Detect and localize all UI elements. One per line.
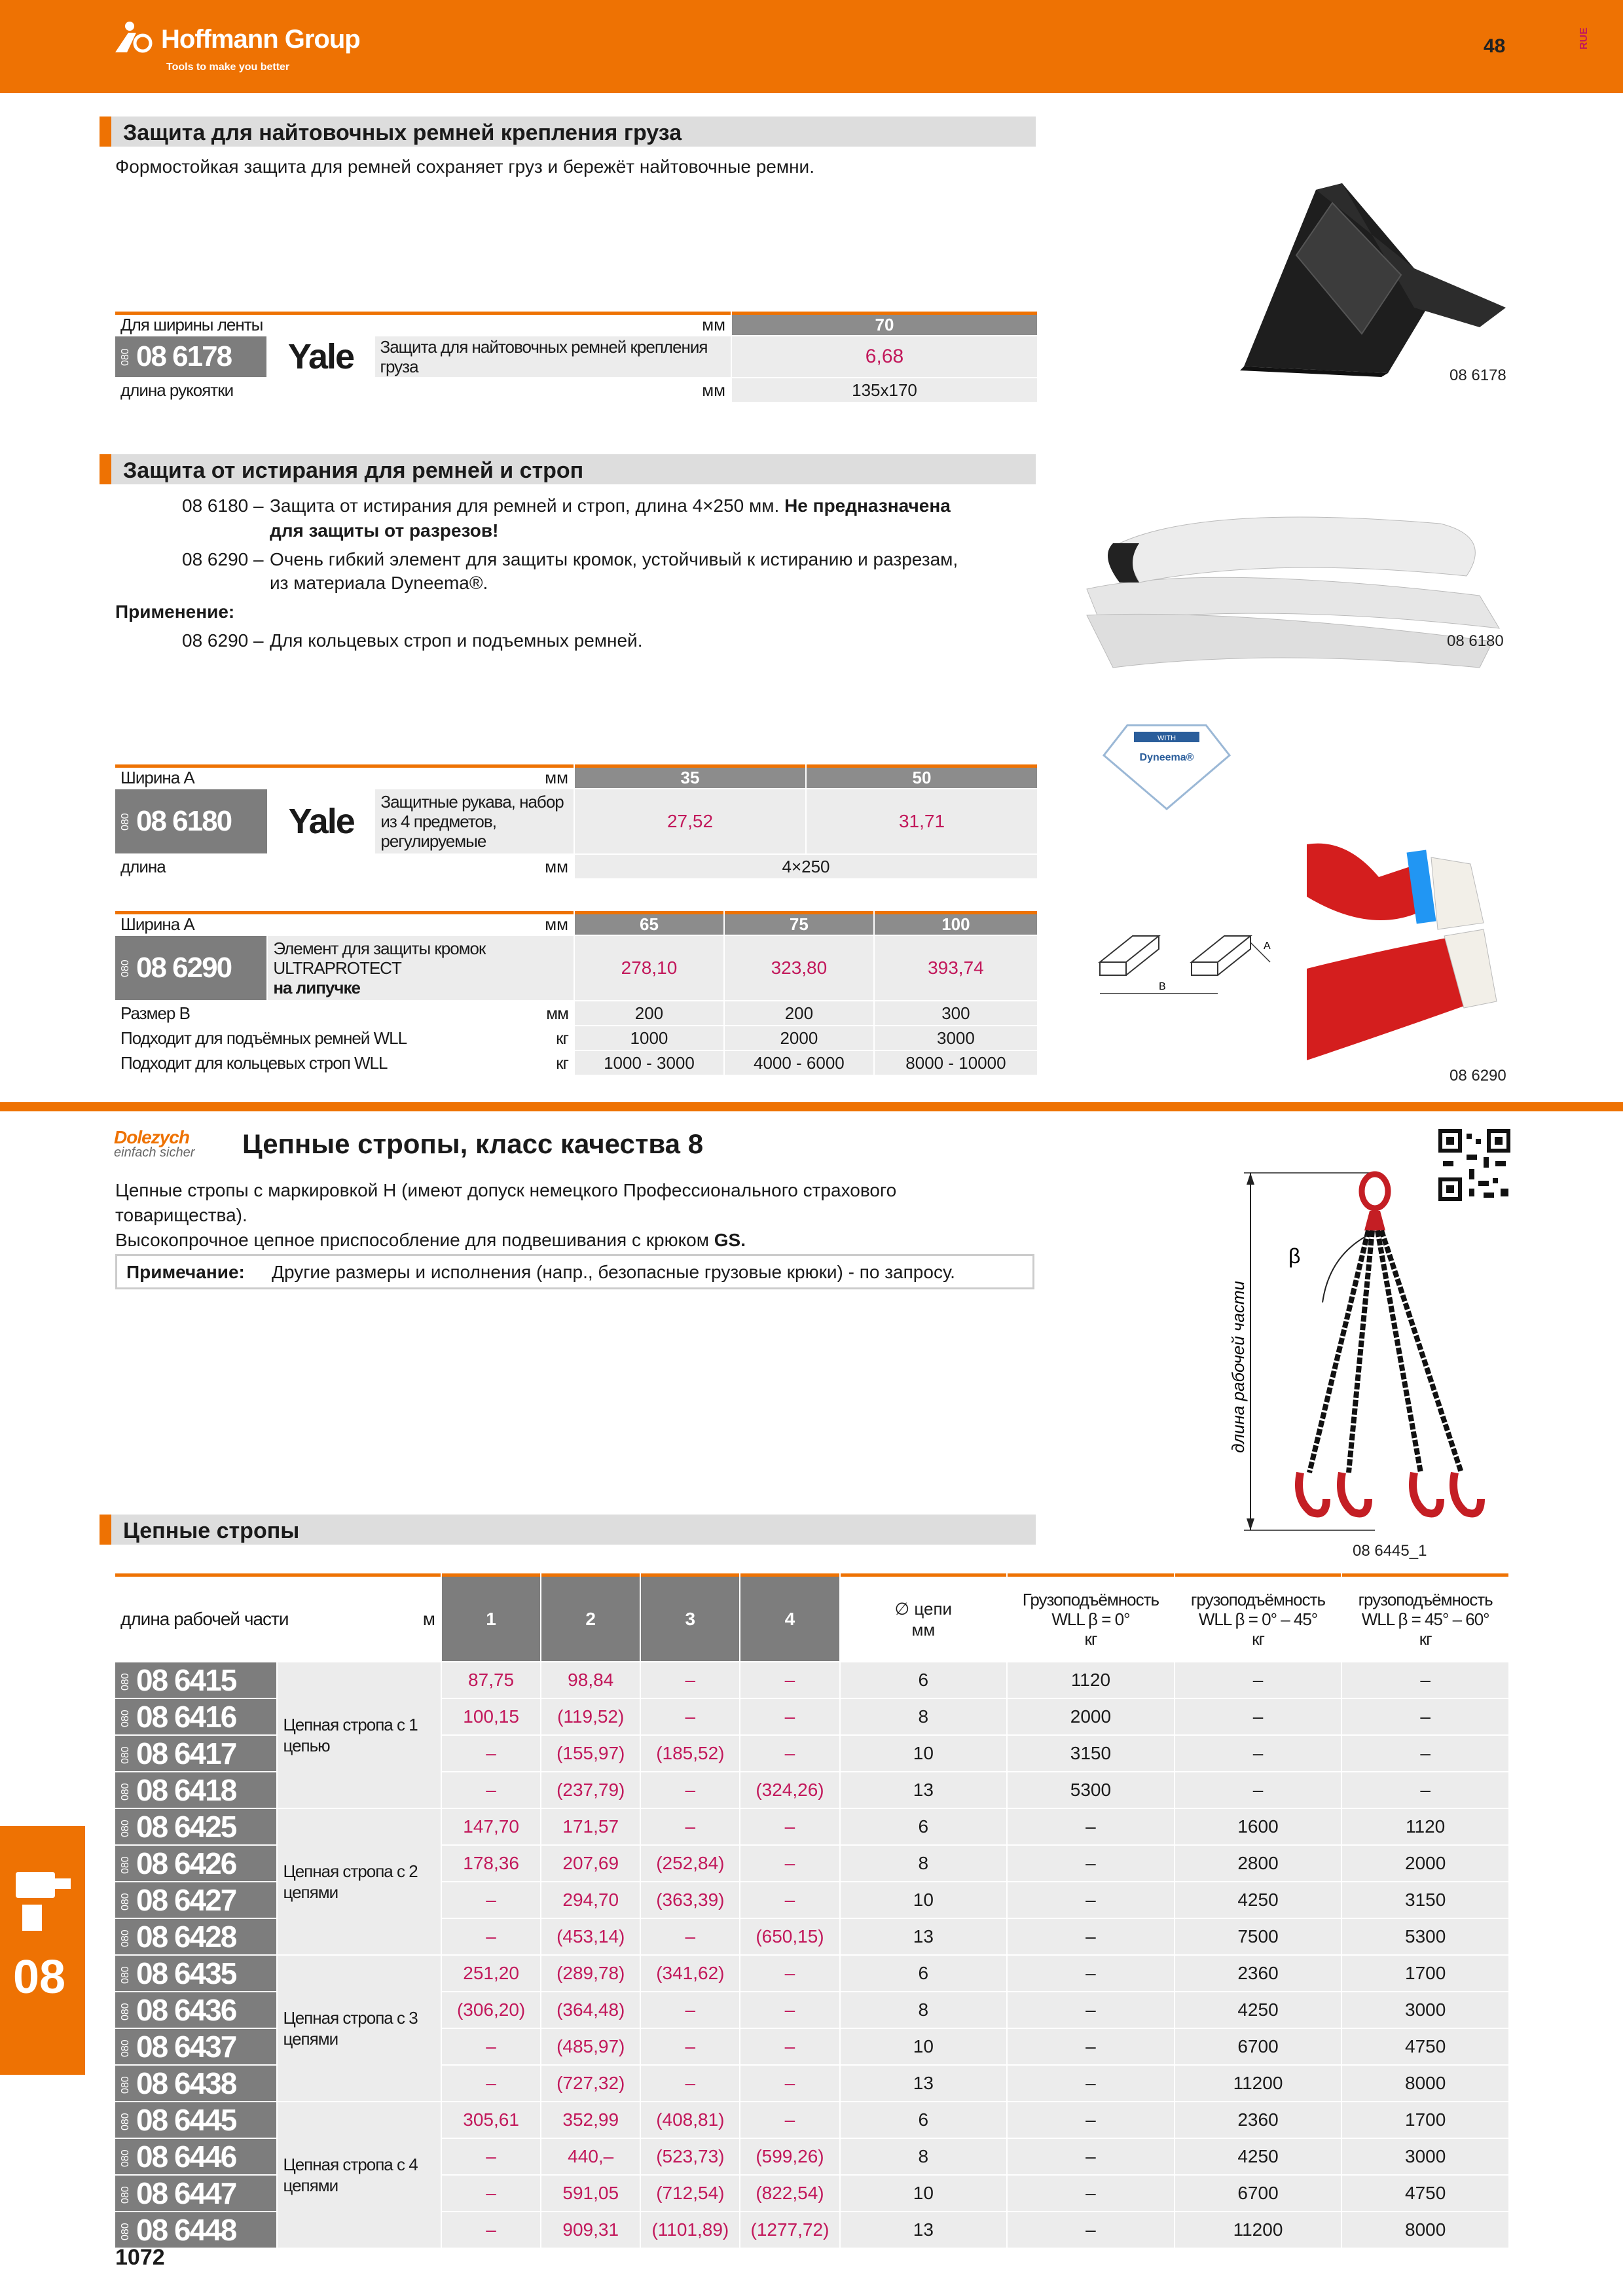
description-line: Цепные стропы с маркировкой H (имеют допуск немецкого Профессионального страхового — [115, 1180, 897, 1200]
spec-value: – — [1008, 1992, 1174, 2028]
spec-value: – — [1342, 1772, 1508, 1808]
spec-value: 13 — [841, 2066, 1007, 2101]
spec-value: 50 — [807, 764, 1037, 788]
price: – — [740, 2066, 839, 2101]
badge-with: WITH — [1157, 734, 1176, 742]
table-row — [115, 1662, 1508, 1698]
section-description: Формостойкая защита для ремней сохраняет груз и бережёт найтовочные ремни. — [115, 156, 814, 177]
chapter-number: 08 — [13, 1951, 66, 2003]
dolezych-brand: Dolezych — [114, 1127, 189, 1147]
price: – — [442, 2066, 540, 2101]
price: (237,79) — [541, 1772, 640, 1808]
description-line: Высокопрочное цепное приспособление для подвешивания с крюком GS. — [115, 1230, 746, 1250]
price: – — [740, 1882, 839, 1918]
brand-yale: Yale — [268, 336, 373, 377]
price: 294,70 — [541, 1882, 640, 1918]
description-line: товарищества). — [115, 1205, 247, 1225]
article-number[interactable]: 080 08 6417 — [115, 1736, 276, 1771]
price: – — [641, 2066, 739, 2101]
section-title: Защита от истирания для ремней и строп — [123, 458, 584, 483]
price: – — [740, 1809, 839, 1844]
price: (822,54) — [740, 2176, 839, 2211]
spec-label: Для ширины ленты мм — [115, 312, 731, 335]
price: – — [641, 1809, 739, 1844]
article-number[interactable]: 080 08 6448 — [115, 2212, 276, 2248]
spec-value: – — [1008, 2139, 1174, 2174]
spec-value: 1000 - 3000 — [575, 1051, 723, 1075]
column-header-wll-0-45: грузоподъёмность WLL β = 0° – 45° кг — [1175, 1573, 1341, 1661]
note-text: Другие размеры и исполнения (напр., безопасные грузовые крюки) - по запросу. — [272, 1262, 955, 1282]
price: (324,26) — [740, 1772, 839, 1808]
section-title: Защита для найтовочных ремней крепления груза — [123, 120, 682, 145]
footer-page-number: 1072 — [115, 2245, 165, 2270]
spec-value: 8 — [841, 1992, 1007, 2028]
spec-value: 3150 — [1008, 1736, 1174, 1771]
spec-value: 8 — [841, 1846, 1007, 1881]
dimension-a: A — [1264, 941, 1271, 952]
product-name: Защита для найтовочных ремней крепления груза — [375, 336, 731, 377]
spec-value: 2000 — [1342, 1846, 1508, 1881]
application-label: Применение: — [115, 601, 235, 622]
line-text-bold: для защиты от разрезов! — [270, 520, 499, 541]
spec-value: 1700 — [1342, 2102, 1508, 2138]
spec-value: 8 — [841, 2139, 1007, 2174]
price: (727,32) — [541, 2066, 640, 2101]
price: – — [641, 1662, 739, 1698]
spec-value: – — [1175, 1736, 1341, 1771]
spec-value: 1700 — [1342, 1956, 1508, 1991]
price: (363,39) — [641, 1882, 739, 1918]
price: – — [740, 1992, 839, 2028]
price: (712,54) — [641, 2176, 739, 2211]
spec-value: 7500 — [1175, 1919, 1341, 1954]
section-title-bar — [100, 1515, 1036, 1545]
image-caption: 08 6290 — [1450, 1067, 1506, 1085]
spec-value: 70 — [732, 312, 1037, 335]
group-label: Цепная стропа с 1 цепью — [278, 1662, 441, 1808]
price: 98,84 — [541, 1662, 640, 1698]
price: (485,97) — [541, 2029, 640, 2064]
spec-value: 3150 — [1342, 1882, 1508, 1918]
spec-value: 75 — [725, 911, 873, 935]
line-text: Защита от истирания для ремней и строп, длина 4×250 мм. Не предназначена — [270, 495, 951, 516]
price: 278,10 — [575, 936, 723, 1000]
article-number[interactable]: 080 08 6425 — [115, 1809, 276, 1844]
price: (252,84) — [641, 1846, 739, 1881]
spec-value: – — [1008, 1846, 1174, 1881]
spec-value: – — [1008, 2066, 1174, 2101]
spec-value: 6 — [841, 1809, 1007, 1844]
price: 147,70 — [442, 1809, 540, 1844]
strap-protector-image — [1218, 177, 1519, 380]
spec-value: 4000 - 6000 — [725, 1051, 873, 1075]
price: – — [442, 2139, 540, 2174]
price: (1101,89) — [641, 2212, 739, 2248]
price: 305,61 — [442, 2102, 540, 2138]
price: – — [740, 1662, 839, 1698]
spec-value: 4750 — [1342, 2176, 1508, 2211]
spec-label: Подходит для подъёмных ремней WLL кг — [115, 1026, 574, 1050]
spec-value: 8 — [841, 1699, 1007, 1734]
price: – — [641, 1992, 739, 2028]
spec-value: 3000 — [1342, 2139, 1508, 2174]
price: 100,15 — [442, 1699, 540, 1734]
price: 591,05 — [541, 2176, 640, 2211]
price: – — [641, 1772, 739, 1808]
dimension-sketch — [1074, 916, 1296, 1014]
spec-value: 4250 — [1175, 1882, 1341, 1918]
product-name: Защитные рукава, набор из 4 предметов, регулируемые — [375, 789, 574, 853]
price: (306,20) — [442, 1992, 540, 2028]
column-header-length-1: 1 — [442, 1573, 540, 1661]
article-number[interactable]: 080 08 6435 — [115, 1956, 276, 1991]
catalog-page-number: 48 — [1484, 35, 1506, 57]
spec-value: – — [1175, 1772, 1341, 1808]
price: – — [442, 2029, 540, 2064]
spec-value: 11200 — [1175, 2066, 1341, 2101]
spec-value: 65 — [575, 911, 723, 935]
spec-value: 8000 - 10000 — [875, 1051, 1037, 1075]
spec-value: – — [1008, 2212, 1174, 2248]
price: (599,26) — [740, 2139, 839, 2174]
spec-value: 10 — [841, 1736, 1007, 1771]
price: 251,20 — [442, 1956, 540, 1991]
spec-value: – — [1008, 1809, 1174, 1844]
price: – — [740, 2102, 839, 2138]
spec-value: 10 — [841, 2176, 1007, 2211]
spec-value: 35 — [575, 764, 805, 788]
section-title-bar — [100, 117, 1036, 147]
price: (1277,72) — [740, 2212, 839, 2248]
spec-value: 6700 — [1175, 2029, 1341, 2064]
article-number[interactable]: 080 08 6436 — [115, 1992, 276, 2028]
spec-value: 13 — [841, 1919, 1007, 1954]
spec-label: длина рукоятки мм — [115, 378, 731, 402]
spec-value: 1000 — [575, 1026, 723, 1050]
column-header-length-2: 2 — [541, 1573, 640, 1661]
price: – — [641, 2029, 739, 2064]
spec-value: 200 — [575, 1001, 723, 1025]
price: – — [641, 1699, 739, 1734]
working-length-label: длина рабочей части — [1228, 1281, 1248, 1453]
price: (289,78) — [541, 1956, 640, 1991]
spec-value: 4250 — [1175, 1992, 1341, 2028]
line-code: 08 6180 – — [182, 495, 264, 516]
price: – — [442, 1772, 540, 1808]
product-table-086290 — [114, 910, 1038, 1076]
price: (155,97) — [541, 1736, 640, 1771]
price: (650,15) — [740, 1919, 839, 1954]
spec-value: 6 — [841, 2102, 1007, 2138]
price: 909,31 — [541, 2212, 640, 2248]
section-separator — [0, 1102, 1623, 1111]
dyneema-badge-icon — [1101, 723, 1232, 812]
spec-value: – — [1342, 1699, 1508, 1734]
image-caption: 08 6445_1 — [1353, 1542, 1427, 1560]
price: (408,81) — [641, 2102, 739, 2138]
spec-value: 10 — [841, 1882, 1007, 1918]
article-number[interactable]: 080 08 6416 — [115, 1699, 276, 1734]
spec-value: 2000 — [1008, 1699, 1174, 1734]
spec-value: 2360 — [1175, 2102, 1341, 2138]
article-number[interactable]: 080 08 6447 — [115, 2176, 276, 2211]
line-code: 08 6290 – — [182, 549, 264, 569]
article-number[interactable]: 080 08 6426 — [115, 1846, 276, 1881]
spec-value: 2360 — [1175, 1956, 1341, 1991]
price: – — [442, 1736, 540, 1771]
price: 440,– — [541, 2139, 640, 2174]
price: 6,68 — [732, 336, 1037, 377]
price: 352,99 — [541, 2102, 640, 2138]
price: – — [442, 1919, 540, 1954]
lifting-tools-icon — [9, 1859, 75, 1937]
dimension-b: B — [1159, 981, 1166, 992]
chapter-tab[interactable] — [0, 1826, 85, 2075]
spec-value: 8000 — [1342, 2066, 1508, 2101]
spec-value: 8000 — [1342, 2212, 1508, 2248]
spec-value: 100 — [875, 911, 1037, 935]
spec-value: 4250 — [1175, 2139, 1341, 2174]
column-header-length: длина рабочей части м — [115, 1573, 441, 1661]
column-header-length-3: 3 — [641, 1573, 739, 1661]
price: 323,80 — [725, 936, 873, 1000]
article-number[interactable]: 080 08 6438 — [115, 2066, 276, 2101]
line-text: Для кольцевых строп и подъемных ремней. — [270, 630, 643, 651]
article-number[interactable]: 080 08 6180 — [115, 789, 267, 853]
spec-value: 2000 — [725, 1026, 873, 1050]
product-name: Элемент для защиты кромок ULTRAPROTECT на липучке — [268, 936, 574, 1000]
spec-value: 11200 — [1175, 2212, 1341, 2248]
badge-dyneema: Dyneema® — [1139, 752, 1194, 763]
article-number[interactable]: 080 08 6178 — [115, 336, 266, 377]
chain-sling-table — [114, 1572, 1510, 2249]
dolezych-logo[interactable] — [114, 1127, 194, 1160]
article-number[interactable]: 080 08 6290 — [115, 936, 266, 1000]
spec-value: – — [1008, 1882, 1174, 1918]
spec-value: 1120 — [1008, 1662, 1174, 1698]
spec-value: 4750 — [1342, 2029, 1508, 2064]
spec-value: 5300 — [1008, 1772, 1174, 1808]
spec-value: – — [1175, 1662, 1341, 1698]
price: 178,36 — [442, 1846, 540, 1881]
section-title: Цепные стропы — [123, 1518, 300, 1543]
column-header-diameter: ∅ цепи мм — [841, 1573, 1007, 1661]
spec-value: – — [1008, 1919, 1174, 1954]
spec-value: – — [1008, 1956, 1174, 1991]
line-text: из материала Dyneema®. — [270, 573, 488, 593]
price: 393,74 — [875, 936, 1037, 1000]
spec-value: 6 — [841, 1956, 1007, 1991]
spec-label: Ширина A мм — [115, 764, 574, 788]
group-label: Цепная стропа с 4 цепями — [278, 2102, 441, 2248]
price: – — [740, 1956, 839, 1991]
price: – — [740, 1846, 839, 1881]
price: 207,69 — [541, 1846, 640, 1881]
page-header — [0, 0, 1623, 93]
column-header-wll-0: Грузоподъёмность WLL β = 0° кг — [1008, 1573, 1174, 1661]
article-number[interactable]: 080 08 6415 — [115, 1662, 276, 1698]
spec-value: 6 — [841, 1662, 1007, 1698]
spec-value: 10 — [841, 2029, 1007, 2064]
edge-protector-sling-image — [1307, 838, 1503, 1067]
column-header-wll-45-60: грузоподъёмность WLL β = 45° – 60° кг — [1342, 1573, 1508, 1661]
spec-value: 4×250 — [575, 855, 1037, 878]
hoffmann-logo-icon — [114, 21, 155, 54]
spec-value: – — [1342, 1662, 1508, 1698]
spec-value: 13 — [841, 1772, 1007, 1808]
spec-value: – — [1008, 2102, 1174, 2138]
product-table-086178 — [114, 310, 1038, 403]
price: – — [740, 1736, 839, 1771]
spec-label: Подходит для кольцевых строп WLL кг — [115, 1051, 574, 1075]
dolezych-slogan: einfach sicher — [114, 1145, 195, 1160]
price: 171,57 — [541, 1809, 640, 1844]
spec-label: длина мм — [115, 855, 574, 878]
spec-value: – — [1008, 2029, 1174, 2064]
price: (453,14) — [541, 1919, 640, 1954]
price: 87,75 — [442, 1662, 540, 1698]
price: – — [740, 1699, 839, 1734]
price: (119,52) — [541, 1699, 640, 1734]
price: – — [641, 1919, 739, 1954]
article-number[interactable]: 080 08 6446 — [115, 2139, 276, 2174]
spec-value: – — [1342, 1736, 1508, 1771]
table-row — [115, 1956, 1508, 1991]
brand-name: Hoffmann Group — [161, 25, 360, 54]
product-table-086180 — [114, 763, 1038, 880]
table-row — [115, 2102, 1508, 2138]
spec-value: 3000 — [1342, 1992, 1508, 2028]
spec-value: 200 — [725, 1001, 873, 1025]
spec-value: – — [1175, 1699, 1341, 1734]
product-title: Цепные стропы, класс качества 8 — [242, 1128, 704, 1159]
chain-sling-diagram — [1218, 1165, 1512, 1545]
price: (341,62) — [641, 1956, 739, 1991]
spec-label: Размер B мм — [115, 1001, 574, 1025]
price: 31,71 — [807, 789, 1037, 853]
spec-value: 1120 — [1342, 1809, 1508, 1844]
table-row — [115, 1809, 1508, 1844]
image-caption: 08 6178 — [1450, 367, 1506, 384]
line-code: 08 6290 – — [182, 630, 264, 651]
spec-value: 2800 — [1175, 1846, 1341, 1881]
spec-value: 13 — [841, 2212, 1007, 2248]
language-code: RUE — [1578, 27, 1590, 50]
group-label: Цепная стропа с 2 цепями — [278, 1809, 441, 1954]
spec-value: 6700 — [1175, 2176, 1341, 2211]
spec-value: 5300 — [1342, 1919, 1508, 1954]
line-text: Очень гибкий элемент для защиты кромок, устойчивый к истиранию и разрезам, — [270, 549, 958, 569]
article-number[interactable]: 080 08 6428 — [115, 1919, 276, 1954]
article-number[interactable]: 080 08 6418 — [115, 1772, 276, 1808]
spec-value: 1600 — [1175, 1809, 1341, 1844]
group-label: Цепная стропа с 3 цепями — [278, 1956, 441, 2101]
article-number[interactable]: 080 08 6427 — [115, 1882, 276, 1918]
price: 27,52 — [575, 789, 805, 853]
spec-value: 135x170 — [732, 378, 1037, 402]
brand-slogan: Tools to make you better — [166, 62, 290, 73]
spec-label: Ширина A мм — [115, 911, 574, 935]
section-title-bar — [100, 454, 1036, 484]
note-label: Примечание: — [126, 1262, 245, 1282]
price: – — [740, 2029, 839, 2064]
price: (364,48) — [541, 1992, 640, 2028]
spec-value: – — [1008, 2176, 1174, 2211]
column-header-length-4: 4 — [740, 1573, 839, 1661]
brand-yale: Yale — [268, 789, 374, 853]
price: – — [442, 1882, 540, 1918]
article-number[interactable]: 080 08 6445 — [115, 2102, 276, 2138]
spec-value: 3000 — [875, 1026, 1037, 1050]
image-caption: 08 6180 — [1447, 632, 1504, 650]
abrasion-sleeve-image — [1074, 484, 1519, 681]
beta-label: β — [1288, 1244, 1301, 1268]
note-box — [115, 1254, 1034, 1289]
spec-value: 300 — [875, 1001, 1037, 1025]
price: – — [442, 2176, 540, 2211]
price: (185,52) — [641, 1736, 739, 1771]
article-number[interactable]: 080 08 6437 — [115, 2029, 276, 2064]
price: – — [442, 2212, 540, 2248]
price: (523,73) — [641, 2139, 739, 2174]
